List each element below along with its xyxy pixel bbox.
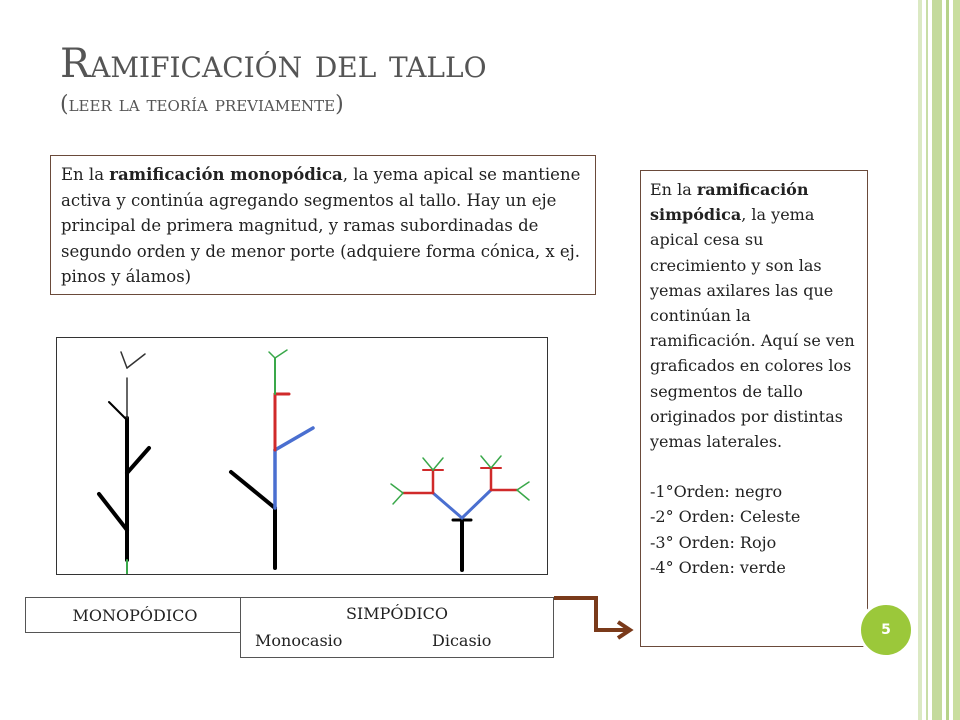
order4-twig [433,458,443,470]
monopodial-tree [99,352,149,574]
monopodial-lead: En la [61,165,110,184]
order-line: -3° Orden: Rojo [650,532,777,552]
order4-twig [423,458,433,470]
order4-twig [391,484,403,493]
branching-drawing [57,338,547,574]
label-monopodico: MONOPÓDICO [25,597,245,633]
decor-bar [932,0,942,720]
branch [99,494,127,530]
order4-tip [269,352,275,358]
label-simpodico-box [240,597,554,658]
order-line: -1°Orden: negro [650,482,783,502]
dicasio-tree [391,456,529,570]
slide-title: Ramificación del tallo [60,41,487,87]
page-number-badge: 5 [858,602,914,658]
order4-twig [517,482,529,490]
connector-arrow-icon [550,592,640,642]
sympodial-body: , la yema apical cesa su crecimiento y son las yemas axilares las que continúan la ramificación. Aquí se ven graficados en colores los segmentos de tallo originados por distintas yemas laterales. [650,205,855,452]
label-dicasio: Dicasio [432,631,492,650]
label-simpodico: SIMPÓDICO [345,604,449,623]
order4-tip [275,350,287,358]
branching-diagram [56,337,548,575]
order2-branch [275,428,313,450]
order4-twig [481,456,491,468]
order4-twig [491,456,501,468]
label-monocasio: Monocasio [255,631,343,650]
monopodial-body: , la yema apical se mantiene activa y continúa agregando segmentos al tallo. Hay un eje principal de primera magnitud, y ramas subordinadas de segundo orden y de menor porte (adquiere forma cónica, x ej. pinos y álamos) [61,165,581,286]
monocasio-tree [231,350,313,568]
decor-bar [918,0,922,720]
branch [127,354,145,368]
decor-bar [953,0,960,720]
order-line: -2° Orden: Celeste [650,507,801,527]
order2-branch [433,493,462,518]
monopodial-description [50,155,596,295]
branch [121,352,127,368]
order1-branch [231,472,275,508]
sympodial-description [640,170,868,647]
monopodial-term: ramificación monopódica [109,165,343,184]
slide-subtitle: (leer la teoría previamente) [60,92,344,117]
sympodial-term: ramificación simpódica [650,180,809,225]
branch [127,448,149,473]
sympodial-lead: En la [650,180,697,199]
order-line: -4° Orden: verde [650,557,786,577]
branch [109,402,127,420]
decor-bar [926,0,928,720]
order2-branch [462,490,491,518]
decor-bar [946,0,949,720]
order4-twig [393,493,403,504]
order4-twig [517,490,529,500]
